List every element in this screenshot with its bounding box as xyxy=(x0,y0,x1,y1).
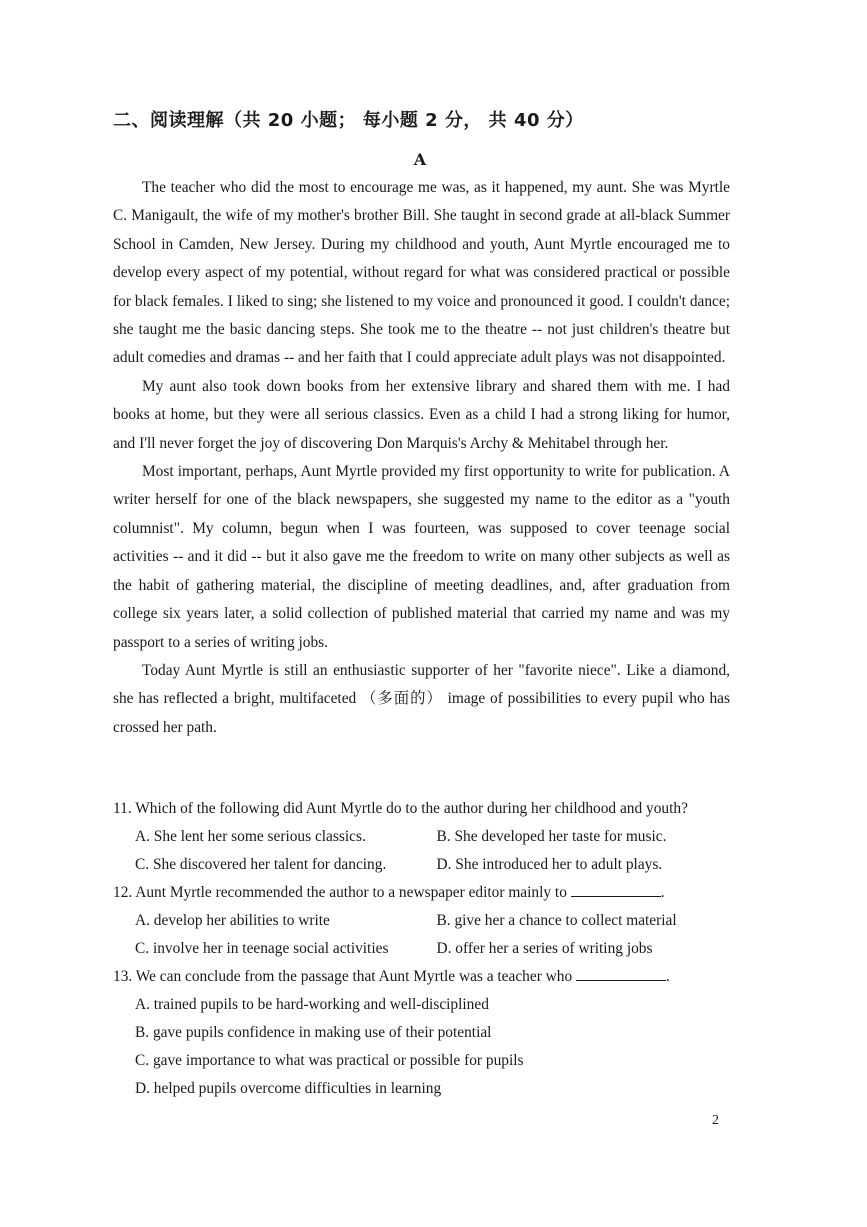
option-c: C. gave importance to what was practical or possible for pupils xyxy=(135,1052,524,1069)
option-d: D. offer her a series of writing jobs xyxy=(436,940,653,957)
section-title: 二、阅读理解（共 20 小题； 每小题 2 分， 共 40 分） xyxy=(113,110,584,131)
question-12-text: 12. Aunt Myrtle recommended the author to a newspaper editor mainly to xyxy=(113,884,567,901)
question-11-stem: 11. Which of the following did Aunt Myrtle do to the author during her childhood and youth? xyxy=(113,800,688,817)
option-c: C. She discovered her talent for dancing. xyxy=(135,856,387,873)
question-13-text: 13. We can conclude from the passage that Aunt Myrtle was a teacher who xyxy=(113,968,573,985)
option-a: A. She lent her some serious classics. xyxy=(135,828,366,845)
reading-passage xyxy=(113,174,730,742)
paragraph: Today Aunt Myrtle is still an enthusiastic supporter of her "favorite niece". Like a diamond, she has reflected a bright, multifaceted （多面的） image of possibilities to every pupil who has crossed her path. xyxy=(113,661,730,736)
option-b: B. She developed her taste for music. xyxy=(436,828,667,845)
option-d: D. She introduced her to adult plays. xyxy=(436,856,663,873)
paragraph: My aunt also took down books from her extensive library and shared them with me. I had books at home, but they were all serious classics. Even as a child I had a strong liking for humor, and I'll never forget the joy of discovering Don Marquis's Archy & Mehitabel through her. xyxy=(113,377,730,452)
option-row xyxy=(113,935,738,963)
option-c: C. involve her in teenage social activities xyxy=(135,940,389,957)
option-b: B. gave pupils confidence in making use of their potential xyxy=(135,1024,492,1041)
question-list xyxy=(113,795,738,1103)
option-d: D. helped pupils overcome difficulties in learning xyxy=(135,1080,442,1097)
answer-blank xyxy=(576,966,666,981)
passage-label: A xyxy=(413,150,427,169)
option-b: B. give her a chance to collect material xyxy=(436,912,677,929)
option-a: A. trained pupils to be hard-working and well-disciplined xyxy=(135,996,489,1013)
option-row xyxy=(113,823,738,851)
option-row xyxy=(113,907,738,935)
option-row xyxy=(113,851,738,879)
paragraph: Most important, perhaps, Aunt Myrtle provided my first opportunity to write for publication. A writer herself for one of the black newspapers, she suggested my name to the editor as a "youth columnist". My column, begun when I was fourteen, was supposed to cover teenage social activities -- and it did -- but it also gave me the freedom to write on many other subjects as well as the habit of gathering material, the discipline of meeting deadlines, and, after graduation from college six years later, a solid collection of published material that carried my name and was my passport to a series of writing jobs. xyxy=(113,463,730,651)
question-13-stem: 13. We can conclude from the passage that Aunt Myrtle was a teacher who . xyxy=(113,968,670,985)
option-a: A. develop her abilities to write xyxy=(135,912,330,929)
answer-blank xyxy=(571,882,661,897)
paragraph: The teacher who did the most to encourage me was, as it happened, my aunt. She was Myrtle C. Manigault, the wife of my mother's brother Bill. She taught in second grade at all-black Summer School in Camden, New Jersey. During my childhood and youth, Aunt Myrtle encouraged me to develop every aspect of my potential, without regard for what was considered practical or possible for black females. I liked to sing; she listened to my voice and pronounced it good. I couldn't dance; she taught me the basic dancing steps. She took me to the theatre -- not just children's theatre but adult comedies and dramas -- and her faith that I could appreciate adult plays was not disappointed. xyxy=(113,179,730,367)
question-12-stem: 12. Aunt Myrtle recommended the author to a newspaper editor mainly to . xyxy=(113,884,665,901)
page-number: 2 xyxy=(712,1113,719,1128)
